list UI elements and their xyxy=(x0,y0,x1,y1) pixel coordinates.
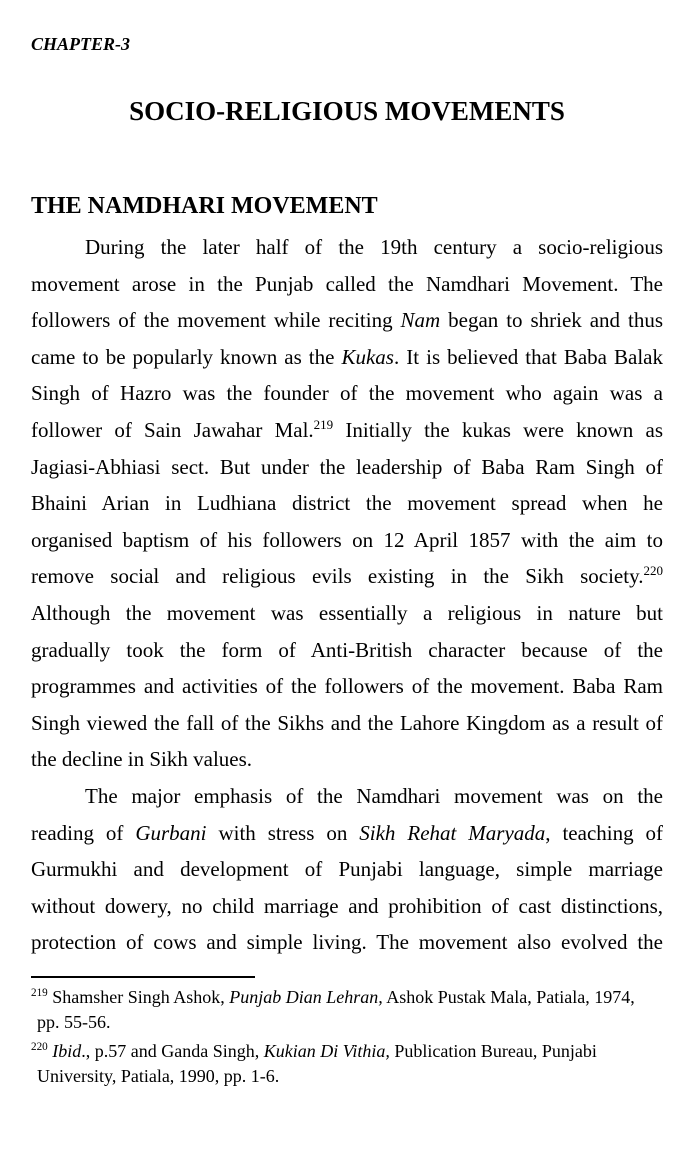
text-segment: Publication Bureau, Punjabi xyxy=(389,1040,597,1061)
text-line xyxy=(31,339,663,376)
text-line xyxy=(31,522,663,559)
text-segment: organised baptism of his followers on 12 April 1857 with the aim to xyxy=(31,527,663,552)
text-line xyxy=(31,485,663,522)
text-segment: programmes and activities of the followers of the movement. Baba Ram xyxy=(31,674,663,699)
text-segment: Kukas xyxy=(341,344,394,369)
footnote xyxy=(31,1039,663,1089)
text-segment: University, Patiala, 1990, pp. 1-6. xyxy=(37,1065,280,1086)
text-segment: remove social and religious evils existing in the Sikh society. xyxy=(31,564,644,589)
text-segment: Sikh Rehat Maryada xyxy=(359,820,546,845)
text-line xyxy=(31,778,663,815)
text-segment: The major emphasis of the Namdhari movement was on the xyxy=(85,783,663,808)
text-line xyxy=(31,266,663,303)
text-segment: ., p.57 and Ganda Singh, xyxy=(81,1040,264,1061)
footnote-line xyxy=(31,1064,663,1089)
text-segment: with stress on xyxy=(206,820,360,845)
text-line xyxy=(31,558,663,595)
text-segment: reading of xyxy=(31,820,136,845)
text-segment: without dowery, no child marriage and prohibition of cast distinctions, xyxy=(31,893,663,918)
footnote-line xyxy=(31,1039,663,1064)
footnote-line xyxy=(31,1010,663,1035)
text-segment: Singh of Hazro was the founder of the movement who again was a xyxy=(31,381,663,406)
text-line xyxy=(31,302,663,339)
text-line xyxy=(31,741,663,778)
text-segment: began to shriek and thus xyxy=(440,308,663,333)
text-segment: gradually took the form of Anti-British character because of the xyxy=(31,637,663,662)
text-segment: follower of Sain Jawahar Mal. xyxy=(31,417,314,442)
text-line xyxy=(31,705,663,742)
text-segment: Ashok Pustak Mala, Patiala, 1974, xyxy=(382,986,635,1007)
text-line xyxy=(31,375,663,412)
chapter-label: CHAPTER-3 xyxy=(31,34,131,54)
text-line xyxy=(31,229,663,266)
text-segment: Gurmukhi and development of Punjabi language, simple marriage xyxy=(31,857,663,882)
text-segment: Shamsher Singh Ashok, xyxy=(47,986,230,1007)
text-segment: movement arose in the Punjab called the Namdhari Movement. The xyxy=(31,271,663,296)
text-line xyxy=(31,668,663,705)
text-segment: , teaching of xyxy=(545,820,663,845)
text-segment: . It is believed that Baba Balak xyxy=(393,344,663,369)
text-segment: Punjab Dian Lehran, xyxy=(229,986,383,1007)
footnote-reference: 220 xyxy=(31,1040,48,1053)
text-line xyxy=(31,595,663,632)
text-line xyxy=(31,888,663,925)
text-segment: protection of cows and simple living. The movement also evolved the xyxy=(31,930,663,955)
footnote xyxy=(31,985,663,1035)
text-line xyxy=(31,412,663,449)
text-segment: came to be popularly known as the xyxy=(31,344,342,369)
footnote-separator-rule xyxy=(31,976,255,978)
text-segment: Bhaini Arian in Ludhiana district the movement spread when he xyxy=(31,491,663,516)
text-segment: Although the movement was essentially a religious in nature but xyxy=(31,600,663,625)
text-segment: followers of the movement while reciting xyxy=(31,308,401,333)
text-line xyxy=(31,924,663,961)
text-segment: During the later half of the 19th century a socio-religious xyxy=(85,235,663,259)
text-segment: Nam xyxy=(400,308,441,333)
text-segment: Jagiasi-Abhiasi sect. But under the leadership of Baba Ram Singh of xyxy=(31,454,663,479)
footnote-line xyxy=(31,985,663,1010)
text-line xyxy=(31,449,663,486)
text-segment: Initially the kukas were known as xyxy=(333,417,663,442)
text-segment: Kukian Di Vithia, xyxy=(263,1040,390,1061)
text-line xyxy=(31,851,663,888)
paragraph xyxy=(31,229,663,778)
text-segment: Ibid xyxy=(52,1040,82,1061)
text-line xyxy=(31,815,663,852)
body-text xyxy=(31,229,663,961)
footnote-reference: 219 xyxy=(313,416,334,432)
paragraph xyxy=(31,778,663,961)
section-heading: THE NAMDHARI MOVEMENT xyxy=(31,193,378,219)
document-title: SOCIO-RELIGIOUS MOVEMENTS xyxy=(129,96,565,126)
text-line xyxy=(31,632,663,669)
text-segment: the decline in Sikh values. xyxy=(31,747,253,772)
text-segment: Gurbani xyxy=(135,820,207,845)
footnotes-section xyxy=(31,985,663,1089)
text-segment: Singh viewed the fall of the Sikhs and the Lahore Kingdom as a result of xyxy=(31,710,663,735)
footnote-reference: 220 xyxy=(643,563,663,579)
text-segment: pp. 55-56. xyxy=(37,1011,111,1032)
footnote-reference: 219 xyxy=(31,986,48,999)
